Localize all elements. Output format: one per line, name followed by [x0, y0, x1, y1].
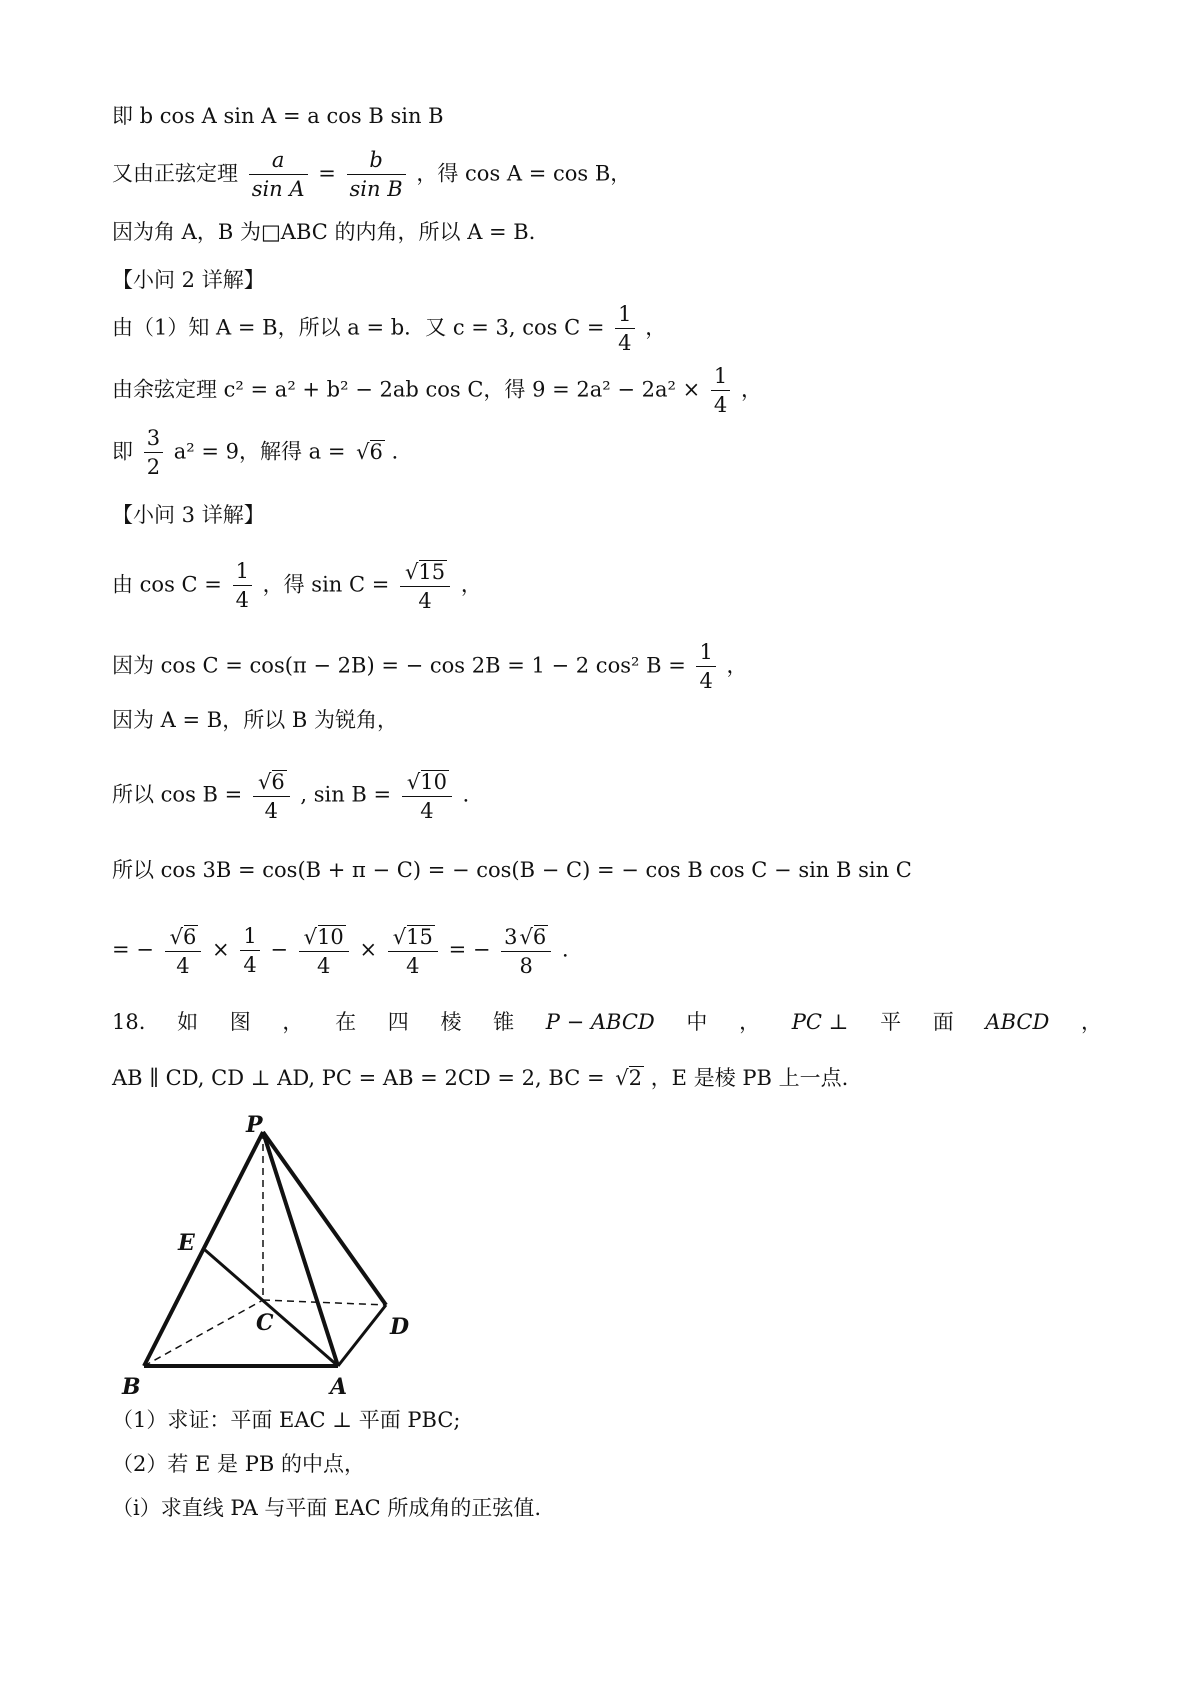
stem-token: ， [739, 1010, 761, 1034]
denominator: 4 [317, 954, 331, 978]
numerator: a [249, 150, 308, 175]
edge-PB [144, 1132, 263, 1366]
fraction [240, 926, 259, 976]
text: 即 [112, 439, 133, 464]
fraction [144, 428, 163, 478]
text: ， [460, 572, 482, 597]
question-1 [112, 1410, 460, 1431]
denominator: 4 [264, 799, 278, 823]
text: a² = 9，解得 a = [173, 439, 346, 464]
text: （1）求证：平面 EAC ⊥ 平面 PBC; [112, 1408, 461, 1432]
section-heading-2 [112, 270, 265, 291]
text: = − [112, 937, 154, 962]
text: （2）若 E 是 PB 的中点， [112, 1452, 365, 1476]
solution-line-9 [112, 710, 398, 731]
denominator: 8 [519, 954, 533, 978]
problem-18-stem-line-1 [112, 1012, 1102, 1033]
solution-line-11 [112, 860, 912, 881]
square-root: √ 6 [370, 440, 385, 463]
edge-CD [263, 1300, 386, 1305]
stem-token: 如 [177, 1010, 199, 1034]
square-root: √ 2 [629, 1066, 644, 1089]
text: 所以 cos 3B = cos(B + π − C) = − cos(B − C) = − cos B cos C − sin B sin C [112, 858, 912, 882]
numerator [165, 925, 202, 952]
stem-token: 锥 [493, 1010, 515, 1034]
stem-token: ， [282, 1010, 304, 1034]
square-root: √ 10 [421, 770, 449, 793]
solution-line-10 [112, 770, 484, 822]
stem-token: 在 [335, 1010, 357, 1034]
fraction [233, 561, 252, 611]
label-P: P [246, 1112, 263, 1138]
numerator: 1 [233, 561, 252, 586]
denominator: sin B [349, 177, 403, 201]
text: ，得 sin C = [262, 572, 390, 597]
text: （i）求直线 PA 与平面 EAC 所成角的正弦值. [112, 1496, 542, 1520]
stem-token: ABCD [985, 1010, 1050, 1034]
solution-line-4 [112, 304, 666, 354]
stem-token: 中 [686, 1010, 708, 1034]
text: AB ∥ CD, CD ⊥ AD, PC = AB = 2CD = 2, BC = [112, 1066, 605, 1090]
text: ，E 是棱 PB 上一点. [650, 1066, 849, 1090]
numerator: 1 [711, 366, 730, 391]
text: 由余弦定理 c² = a² + b² − 2ab cos C，得 9 = 2a² − 2a² × [112, 377, 701, 402]
question-2 [112, 1454, 365, 1475]
section-heading-3 [112, 505, 265, 526]
solution-line-12 [112, 925, 583, 977]
numerator: 1 [615, 304, 634, 329]
stem-token: PC ⊥ [791, 1010, 849, 1034]
fraction [696, 642, 715, 692]
denominator: 4 [235, 588, 249, 612]
question-2-i [112, 1498, 541, 1519]
square-root: √ 15 [419, 560, 447, 583]
denominator: 4 [618, 331, 632, 355]
pyramid-figure [108, 1110, 428, 1400]
stem-token: 图 [229, 1010, 251, 1034]
fraction [501, 925, 551, 977]
stem-token: 四 [387, 1010, 409, 1034]
numerator: 1 [240, 926, 259, 951]
denominator: 4 [418, 589, 432, 613]
label-C: C [256, 1310, 274, 1336]
coefficient: 3 [504, 925, 518, 949]
square-root: √ 15 [407, 925, 435, 948]
edge-PA [263, 1132, 338, 1366]
square-root: √ 10 [318, 925, 346, 948]
numerator [402, 770, 452, 797]
label-D: D [390, 1314, 410, 1340]
label-B: B [122, 1374, 141, 1400]
denominator: 2 [146, 455, 161, 479]
numerator: 1 [696, 642, 715, 667]
numerator [253, 770, 290, 797]
stem-token: 平 [880, 1010, 902, 1034]
edge-AD [338, 1305, 386, 1366]
text: ． [561, 937, 583, 962]
numerator: 3 [144, 428, 163, 453]
denominator: 4 [243, 953, 257, 977]
text: ． [462, 782, 484, 807]
square-root: √ 6 [534, 925, 549, 948]
denominator: 4 [713, 393, 728, 417]
solution-line-2 [112, 150, 631, 200]
heading: 【小问 3 详解】 [112, 503, 265, 527]
denominator: 4 [406, 954, 420, 978]
fraction [249, 150, 308, 200]
fraction [165, 925, 202, 977]
fraction [615, 304, 634, 354]
denominator: 4 [699, 669, 713, 693]
fraction [388, 925, 438, 977]
stem-token: 面 [932, 1010, 954, 1034]
problem-18-stem-line-2 [112, 1066, 848, 1089]
text: 由 cos C = [112, 572, 222, 597]
label-E: E [178, 1230, 195, 1256]
fraction [347, 150, 406, 200]
numerator [388, 925, 438, 952]
text: 因为 cos C = cos(π − 2B) = − cos 2B = 1 − 2 cos² B = [112, 653, 686, 678]
fraction [711, 366, 730, 416]
square-root: √ 6 [272, 770, 287, 793]
problem-number: 18. [112, 1010, 146, 1034]
operator: × [359, 937, 378, 962]
stem-token: ， [1080, 1010, 1102, 1034]
label-A: A [330, 1374, 348, 1400]
operator: = − [448, 937, 491, 962]
text: ． [391, 439, 413, 464]
solution-line-8 [112, 642, 748, 692]
fraction [400, 560, 450, 612]
text: ， [645, 315, 667, 340]
fraction [402, 770, 452, 822]
solution-line-7 [112, 560, 482, 612]
operator: − [270, 937, 288, 962]
text: , sin B = [300, 782, 392, 807]
text: ， [740, 377, 762, 402]
fraction [253, 770, 290, 822]
solution-line-6 [112, 428, 413, 478]
text: 因为 A = B，所以 B 为锐角， [112, 708, 399, 732]
text: ，得 cos A = cos B， [416, 161, 632, 186]
solution-line-3 [112, 222, 550, 243]
solution-line-5 [112, 366, 762, 416]
denominator: 4 [420, 799, 434, 823]
edge-PD [263, 1132, 386, 1305]
operator: × [212, 937, 230, 962]
solution-line-1 [112, 106, 444, 127]
denominator: sin A [251, 177, 305, 201]
numerator [501, 925, 551, 952]
equals: = [318, 161, 336, 186]
text: 即 b cos A sin A = a cos B sin B [112, 104, 444, 128]
text: 因为角 A，B 为□ABC 的内角，所以 A = B． [112, 220, 550, 244]
numerator [400, 560, 450, 587]
text: ， [726, 653, 748, 678]
fraction [299, 925, 349, 977]
text: 又由正弦定理 [112, 161, 238, 186]
text: 由（1）知 A = B，所以 a = b．又 c = 3, cos C = [112, 315, 605, 340]
heading: 【小问 2 详解】 [112, 268, 265, 292]
stem-token: 棱 [440, 1010, 462, 1034]
stem-token: P − ABCD [545, 1010, 655, 1034]
numerator: b [347, 150, 406, 175]
denominator: 4 [176, 954, 190, 978]
square-root: √ 6 [184, 925, 199, 948]
numerator [299, 925, 349, 952]
text: 所以 cos B = [112, 782, 243, 807]
